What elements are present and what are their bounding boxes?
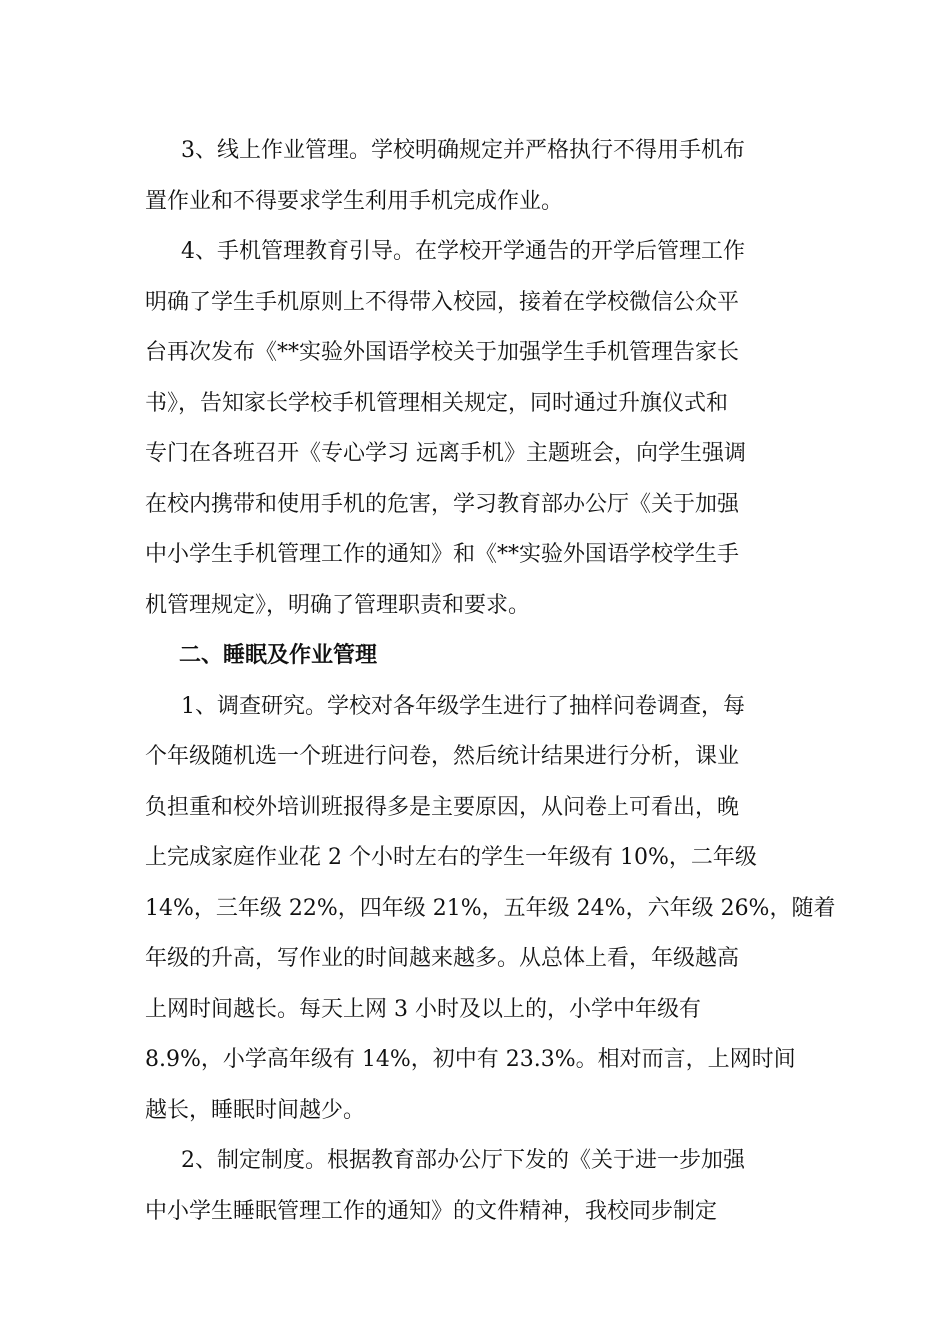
paragraph-line: 中小学生手机管理工作的通知》和《**实验外国语学校学生手 (145, 542, 740, 567)
paragraph-line: 1、调查研究。学校对各年级学生进行了抽样问卷调查，每 (181, 693, 745, 719)
paragraph-survey-research (145, 682, 836, 1137)
paragraph-line: 上网时间越长。每天上网 3 小时及以上的，小学中年级有 (145, 996, 701, 1022)
paragraph-line: 在校内携带和使用手机的危害，学习教育部办公厅《关于加强 (145, 491, 740, 517)
document-body (145, 126, 836, 1237)
paragraph-line: 明确了学生手机原则上不得带入校园，接着在学校微信公众平 (145, 289, 740, 315)
paragraph-line: 上完成家庭作业花 2 个小时左右的学生一年级有 10%，二年级 (145, 845, 757, 870)
paragraph-line: 2、制定制度。根据教育部办公厅下发的《关于进一步加强 (181, 1148, 745, 1173)
paragraph-line: 专门在各班召开《专心学习 远离手机》主题班会，向学生强调 (145, 441, 746, 466)
paragraph-line: 3、线上作业管理。学校明确规定并严格执行不得用手机布 (181, 138, 745, 163)
paragraph-line: 年级的升高，写作业的时间越来越多。从总体上看，年级越高 (145, 946, 740, 971)
paragraph-line: 机管理规定》，明确了管理职责和要求。 (145, 592, 531, 618)
paragraph-line: 越长，睡眠时间越少。 (145, 1097, 366, 1123)
paragraph-line: 负担重和校外培训班报得多是主要原因，从问卷上可看出，晚 (145, 794, 740, 820)
paragraph-line: 8.9%，小学高年级有 14%，初中有 23.3%。相对而言，上网时间 (145, 1047, 796, 1072)
paragraph-line: 中小学生睡眠管理工作的通知》的文件精神，我校同步制定 (145, 1198, 718, 1224)
paragraph-line: 置作业和不得要求学生利用手机完成作业。 (145, 188, 564, 214)
paragraph-line: 书》，告知家长学校手机管理相关规定，同时通过升旗仪式和 (145, 390, 729, 416)
section-heading: 二、睡眠及作业管理 (179, 643, 378, 668)
paragraph-phone-education (145, 227, 807, 631)
paragraph-online-homework (145, 126, 807, 227)
paragraph-line: 4、手机管理教育引导。在学校开学通告的开学后管理工作 (181, 239, 745, 264)
paragraph-line: 个年级随机选一个班进行问卷，然后统计结果进行分析，课业 (145, 744, 740, 769)
paragraph-line: 台再次发布《**实验外国语学校关于加强学生手机管理告家长 (145, 340, 740, 365)
paragraph-make-rules (145, 1136, 807, 1237)
paragraph-line: 14%，三年级 22%，四年级 21%，五年级 24%，六年级 26%，随着 (145, 895, 836, 921)
